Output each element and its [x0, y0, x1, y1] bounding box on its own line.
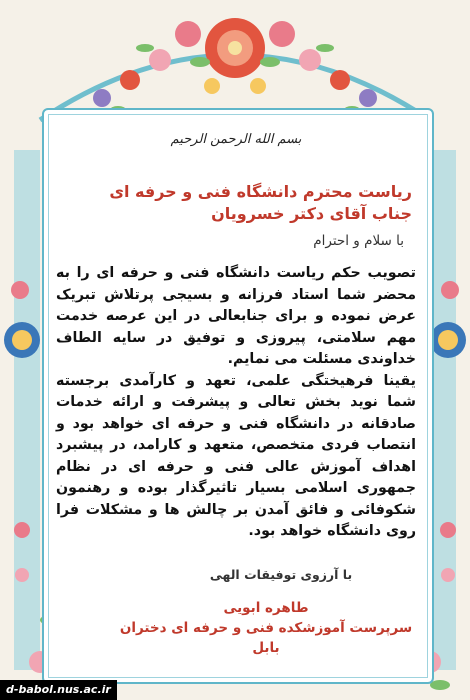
bismillah: بسم الله الرحمن الرحیم	[170, 132, 302, 147]
recipient-title: ریاست محترم دانشگاه فنی و حرفه ای	[109, 182, 412, 201]
left-medallion	[4, 322, 40, 358]
paragraph-congratulation: تصویب حکم ریاست دانشگاه فنی و حرفه ای را به محضر شما استاد فرزانه و بسیجی پرتلاش تبریک عرض نموده و برای جنابعالی در این عرصه خدمت مهم سلامتی، پیروزی و توفیق در سایه الطاف خداوندی مسئلت می نمایم.	[56, 265, 416, 367]
signer-name: طاهره ابویی	[223, 599, 309, 616]
recipient-name: جناب آقای دکتر خسرویان	[211, 204, 412, 223]
site-watermark: d-babol.nus.ac.ir	[0, 680, 117, 700]
greeting: با سلام و احترام	[313, 233, 404, 249]
left-ribbon	[14, 150, 40, 670]
right-medallion	[430, 322, 466, 358]
signer-title: سرپرست آموزشکده فنی و حرفه ای دختران بابل	[119, 619, 413, 656]
top-flower-band	[93, 18, 377, 114]
paragraph-hope: یقینا فرهیختگی علمی، تعهد و کارآمدی برجسته شما نوید بخش تعالی و پیشرفت و ارائه خدمات صادقانه در دانشگاه فنی و حرفه ای خواهد بود و انتصاب فردی متخصص، متعهد و کارامد، در پیشبرد اهداف آموزش عالی فنی و حرفه ای در نظام جمهوری اسلامی بسیار تاثیرگذار بوده و رهنمون شکوفائی و فائق آمدن بر چالش ها و مشکلات فرا روی دانشگاه خواهد بود.	[56, 372, 416, 539]
letter-body	[50, 132, 422, 658]
closing-wish: با آرزوی توفیقات الهی	[209, 566, 353, 582]
